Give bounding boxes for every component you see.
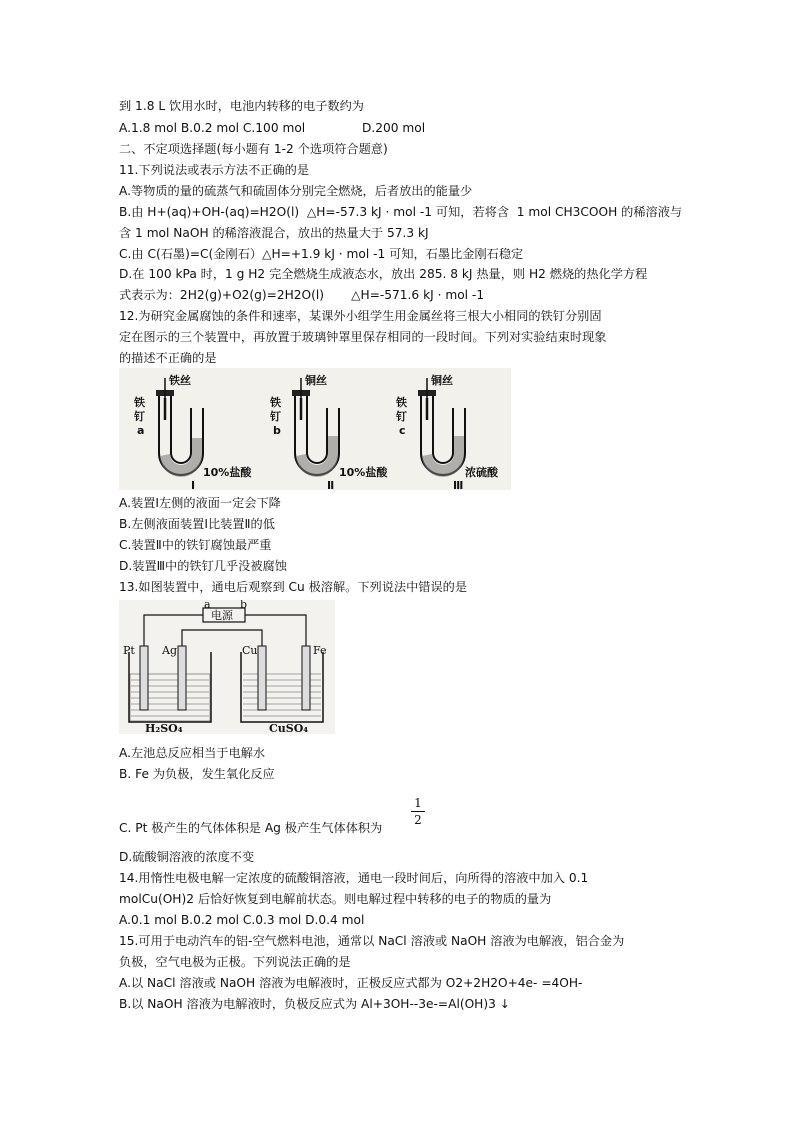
option-b-cont: 含 1 mol NaOH 的稀溶液混合，放出的热量大于 57.3 kJ (119, 226, 429, 240)
wire-label: 铜丝 (431, 374, 453, 387)
svg-text:钉: 钉 (270, 410, 281, 423)
solution-label: 10%盐酸 (339, 466, 388, 479)
terminal-a: a (204, 600, 211, 611)
numeral: Ⅱ (327, 479, 335, 490)
wire-label: 铁丝 (169, 374, 191, 387)
question-13: 13.如图装置中，通电后观察到 Cu 极溶解。下列说法中错误的是 (119, 580, 468, 594)
question-14-cont: molCu(OH)2 后恰好恢复到电解前状态。则电解过程中转移的电子的物质的量为 (119, 892, 552, 906)
electrode-label: Ag (162, 644, 177, 657)
question-15-cont: 负极，空气电极为正极。下列说法正确的是 (119, 955, 351, 969)
option-b: B.由 H+(aq)+OH-(aq)=H2O(l) △H=-57.3 kJ · mol -1 可知，若将含 1 mol CH3COOH 的稀溶液与 (119, 205, 683, 219)
svg-text:铁: 铁 (396, 396, 407, 409)
option-a: A.左池总反应相当于电解水 (119, 746, 266, 760)
svg-text:铁: 铁 (134, 396, 145, 409)
option-b: B. Fe 为负极，发生氧化反应 (119, 767, 275, 781)
option-b: B.左侧液面装置Ⅰ比装置Ⅱ的低 (119, 517, 275, 531)
electrode-label: Cu (242, 644, 258, 657)
fraction-denominator: 2 (414, 813, 422, 827)
section-heading: 二、不定项选择题(每小题有 1-2 个选项符合题意) (119, 142, 388, 156)
svg-text:钉: 钉 (134, 410, 145, 423)
solution-label: H₂SO₄ (145, 722, 183, 734)
question-11: 11.下列说法或表示方法不正确的是 (119, 163, 310, 177)
option-d: D.在 100 kPa 时，1 g H2 完全燃烧生成液态水，放出 285. 8 kJ 热量，则 H2 燃烧的热化学方程 (119, 267, 648, 281)
fraction-numerator: 1 (414, 796, 422, 810)
option-c: C. Pt 极产生的气体体积是 Ag 极产生气体体积为 (119, 821, 383, 835)
electrolysis-figure (119, 600, 335, 734)
electrode-label: Fe (313, 644, 327, 657)
option-d-cont: 式表示为：2H2(g)+O2(g)=2H2O(l) △H=-571.6 kJ · mol -1 (119, 288, 485, 302)
corrosion-apparatus-figure (119, 368, 511, 490)
numeral: Ⅰ (191, 479, 196, 490)
text-line: A.1.8 mol B.0.2 mol C.100 mol (119, 121, 306, 135)
option-d: D.装置Ⅲ中的铁钉几乎没被腐蚀 (119, 559, 287, 573)
question-12-cont: 定在图示的三个装置中，再放置于玻璃钟罩里保存相同的一段时间。下列对实验结束时现象 (119, 330, 607, 344)
solution-label: CuSO₄ (269, 722, 309, 734)
option-c: C.装置Ⅱ中的铁钉腐蚀最严重 (119, 538, 272, 552)
svg-text:电源: 电源 (211, 609, 233, 622)
svg-text:b: b (273, 424, 281, 437)
numeral: Ⅲ (453, 479, 464, 490)
svg-text:钉: 钉 (396, 410, 407, 423)
wire-label: 铜丝 (305, 374, 327, 387)
option-b: B.以 NaOH 溶液为电解液时，负极反应式为 Al+3OH--3e-=Al(OH)3 ↓ (119, 997, 510, 1011)
option-a: A.以 NaCl 溶液或 NaOH 溶液为电解液时，正极反应式都为 O2+2H2O+4e- =4OH- (119, 976, 583, 990)
solution-label: 浓硫酸 (465, 466, 498, 479)
solution-label: 10%盐酸 (203, 466, 252, 479)
question-12-cont: 的描述不正确的是 (119, 351, 217, 365)
text-line: 到 1.8 L 饮用水时，电池内转移的电子数约为 (119, 99, 364, 113)
option-c: C.由 C(石墨)=C(金刚石）△H=+1.9 kJ · mol -1 可知，石墨比金刚石稳定 (119, 247, 524, 261)
svg-text:铁: 铁 (270, 396, 281, 409)
question-15: 15.可用于电动汽车的铝-空气燃料电池，通常以 NaCl 溶液或 NaOH 溶液为电解液，铝合金为 (119, 934, 625, 948)
svg-text:c: c (399, 424, 406, 437)
fraction-bar (411, 811, 425, 812)
question-12: 12.为研究金属腐蚀的条件和速率，某课外小组学生用金属丝将三根大小相同的铁钉分别固 (119, 309, 602, 323)
option-a: A.装置Ⅰ左侧的液面一定会下降 (119, 496, 281, 510)
options-14: A.0.1 mol B.0.2 mol C.0.3 mol D.0.4 mol (119, 913, 365, 927)
text-line: D.200 mol (362, 121, 426, 135)
option-d: D.硫酸铜溶液的浓度不变 (119, 850, 255, 864)
electrode-label: Pt (123, 644, 135, 657)
question-14: 14.用惰性电极电解一定浓度的硫酸铜溶液，通电一段时间后，向所得的溶液中加入 0.1 (119, 871, 589, 885)
svg-text:a: a (137, 424, 145, 437)
terminal-b: b (240, 600, 248, 611)
fraction (411, 796, 425, 827)
option-a: A.等物质的量的硫蒸气和硫固体分别完全燃烧，后者放出的能量少 (119, 184, 473, 198)
